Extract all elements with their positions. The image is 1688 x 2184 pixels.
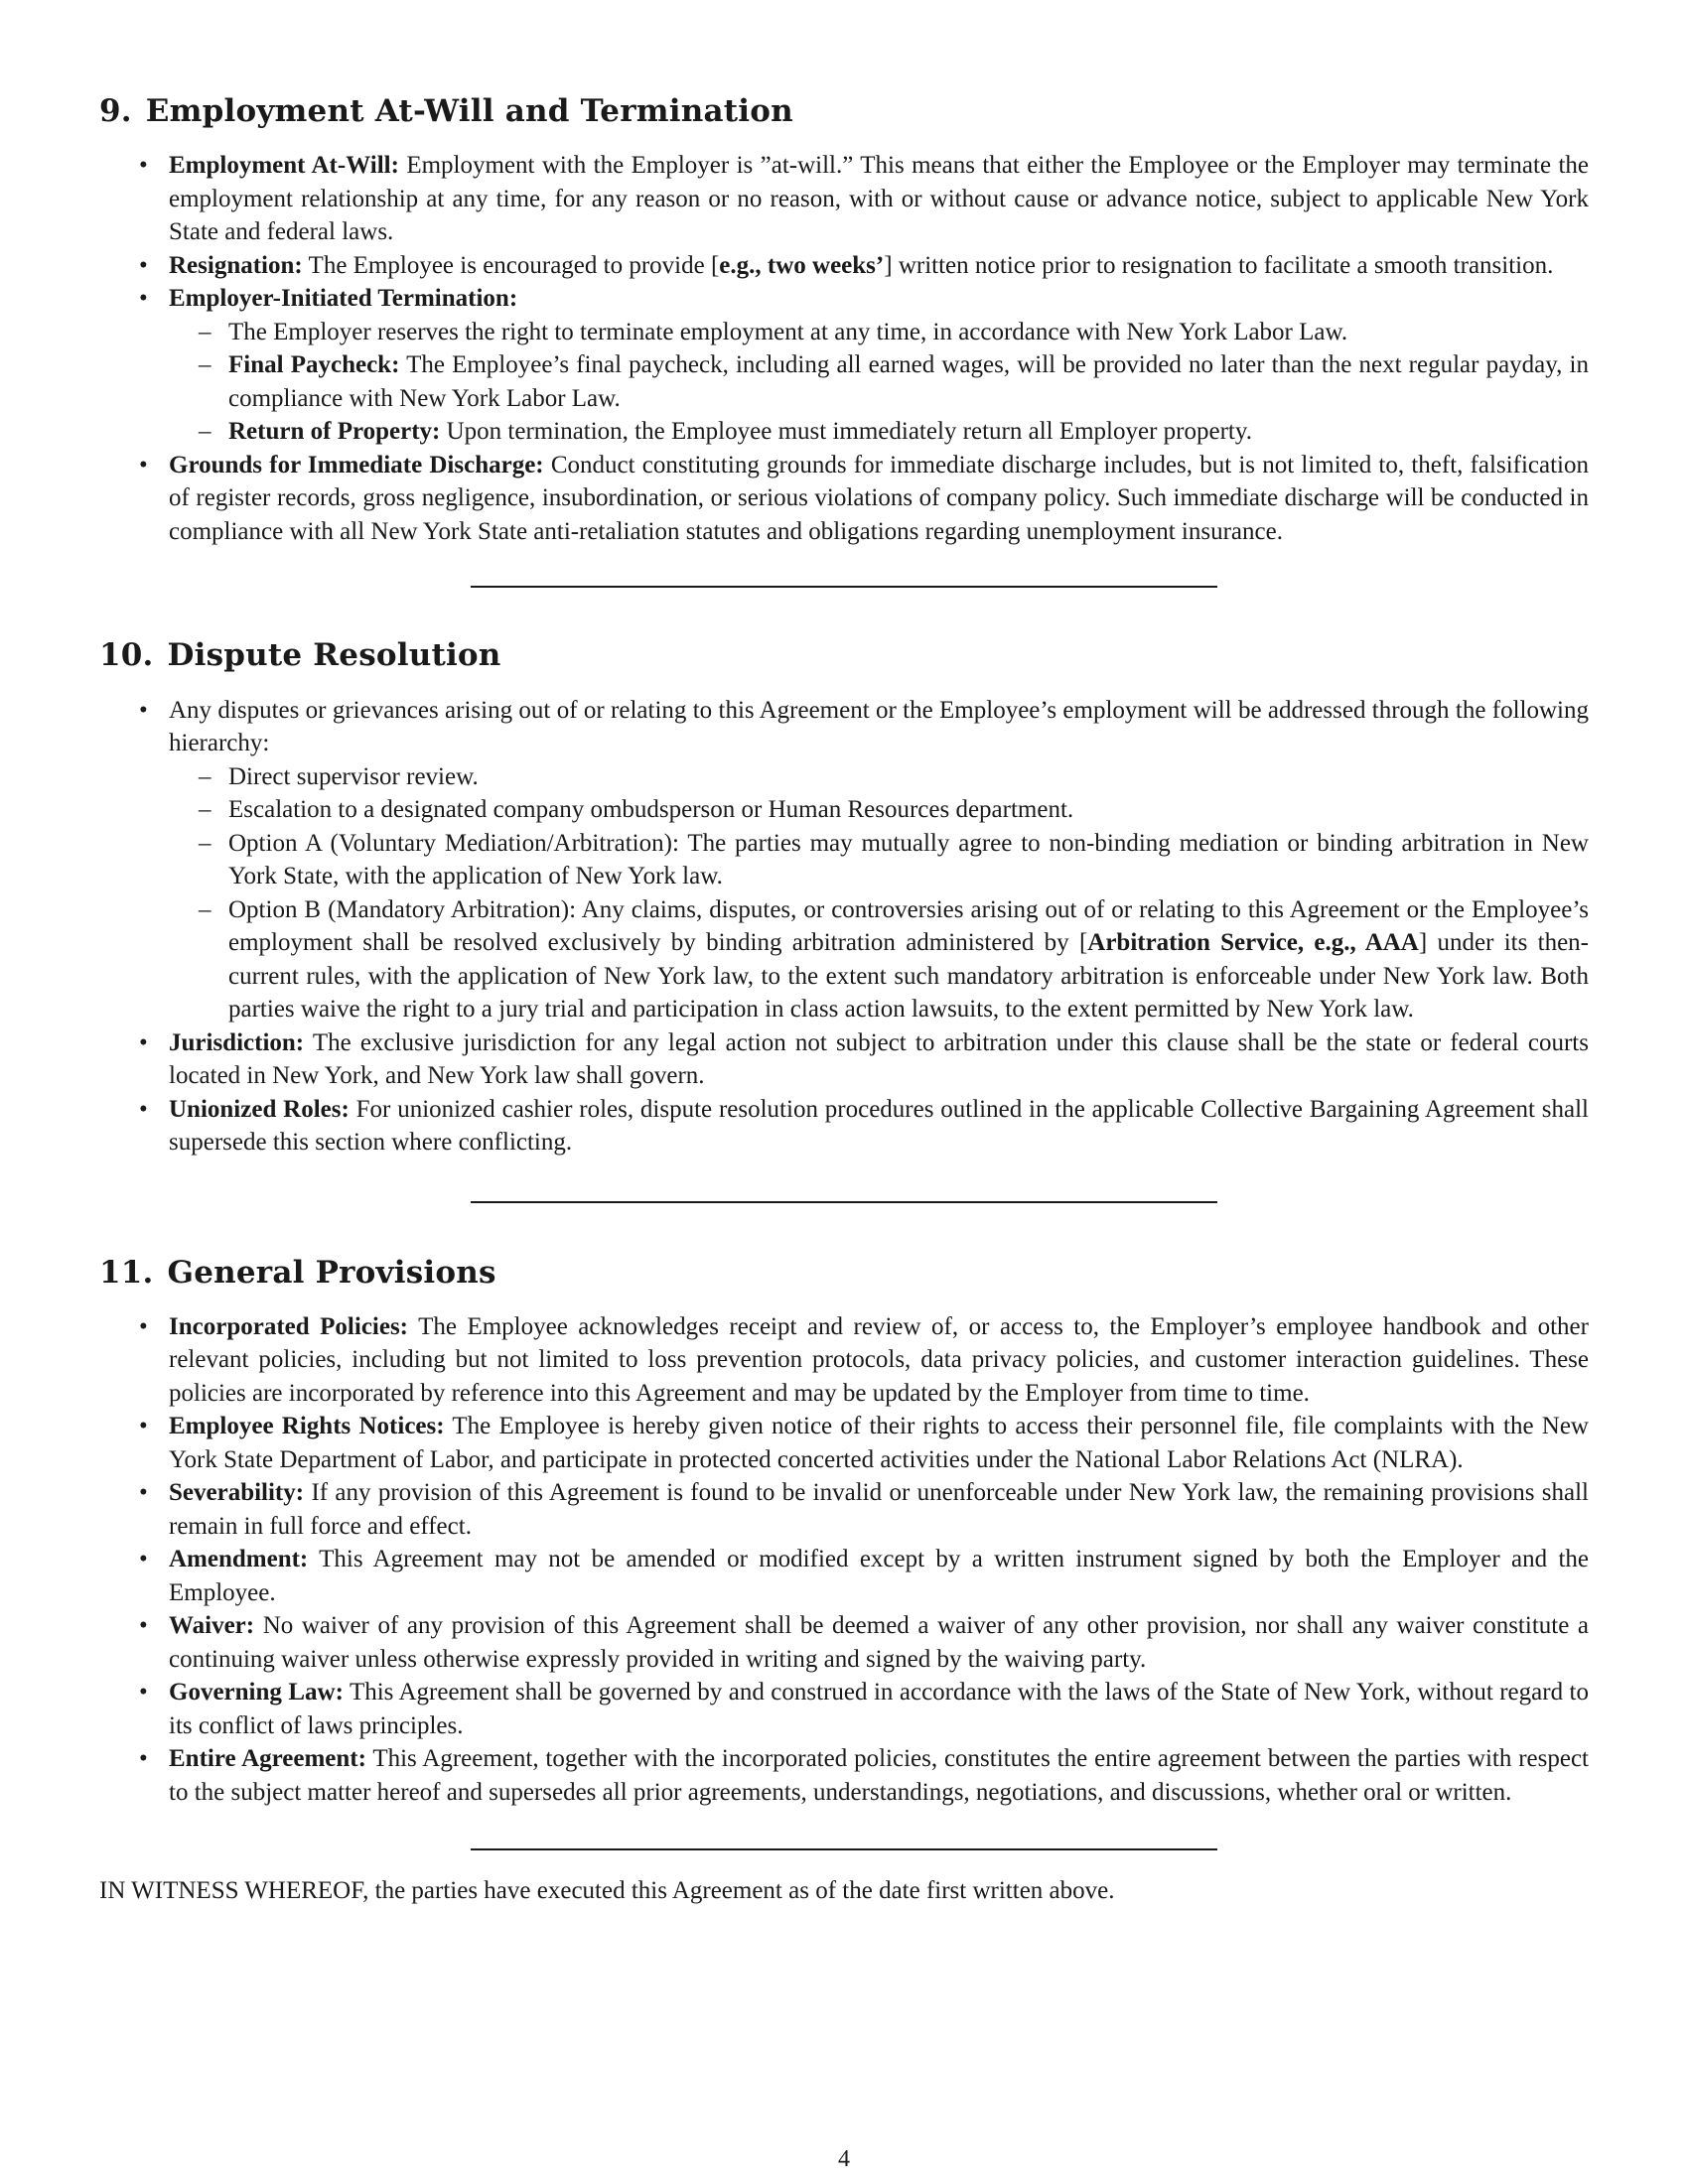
- item-label: Final Paycheck:: [228, 351, 400, 379]
- section-title: Employment At-Will and Termination: [145, 93, 793, 129]
- section-10-heading: [99, 635, 1589, 675]
- sublist-item-return-property: [169, 415, 1589, 449]
- item-text: under its then-current rules, with the application of New York law, to the extent such mandatory arbitration is enforceable under New York law. Both parties waive the right to a jury trial and participation in class action lawsuits, to the extent permitted by New York law.: [228, 929, 1589, 1024]
- item-text: This Agreement may not be amended or modified except by a written instrument signed by both the Employer and the Employee.: [169, 1546, 1589, 1606]
- bracket-open: [: [1078, 929, 1088, 957]
- item-text: Option A (Voluntary Mediation/Arbitration): The parties may mutually agree to non-binding mediation or binding arbitration in New York State, with the application of New York law.: [228, 829, 1589, 890]
- item-text: Employment with the Employer is ”at-will.” This means that either the Employee or the Employer may terminate the employment relationship at any time, for any reason or no reason, with or without cause or advance notice, subject to applicable New York State and federal laws.: [169, 152, 1589, 246]
- placeholder-text: Arbitration Service, e.g., AAA: [1087, 929, 1419, 957]
- list-item-immediate-discharge: [99, 449, 1589, 549]
- item-label: Amendment:: [169, 1546, 309, 1573]
- section-11-list: [99, 1310, 1589, 1810]
- section-9-list: [99, 149, 1589, 548]
- list-item-employer-termination: [99, 282, 1589, 449]
- list-item-governing-law: [99, 1676, 1589, 1742]
- item-text: Any disputes or grievances arising out of or relating to this Agreement or the Employee’s employment will be addressed through the following hierarchy:: [169, 696, 1589, 757]
- item-text: This Agreement shall be governed by and construed in accordance with the laws of the State of New York, without regard to its conflict of laws principles.: [169, 1679, 1589, 1739]
- item-text: No waiver of any provision of this Agreement shall be deemed a waiver of any other provision, nor shall any waiver constitute a continuing waiver unless otherwise expressly provided in writing and signed by the waiving party.: [169, 1612, 1590, 1673]
- section-11: [99, 1253, 1589, 1810]
- item-label: Entire Agreement:: [169, 1745, 366, 1773]
- item-label: Unionized Roles:: [169, 1095, 350, 1123]
- list-item-waiver: [99, 1609, 1589, 1676]
- item-label: Waiver:: [169, 1612, 255, 1640]
- section-9-heading: [99, 91, 1589, 131]
- item-label: Severability:: [169, 1479, 305, 1507]
- section-number: 10.: [99, 637, 154, 674]
- section-number: 9.: [99, 93, 132, 129]
- item-text: Option B (Mandatory Arbitration): Any claims, disputes, or controversies arising out of or relating to this Agreement or the Employee’s employment shall be resolved exclusively by binding arbitration administered by: [228, 895, 1589, 957]
- list-item-severability: [99, 1476, 1589, 1543]
- section-10: [99, 635, 1589, 1159]
- section-title: General Provisions: [167, 1254, 496, 1291]
- list-item-rights-notices: [99, 1410, 1589, 1476]
- sublist-item: [169, 316, 1589, 349]
- sublist-item-final-paycheck: [169, 348, 1589, 415]
- item-label: Jurisdiction:: [169, 1028, 305, 1056]
- item-text: The Employer reserves the right to terminate employment at any time, in accordance with New York Labor Law.: [228, 318, 1348, 345]
- section-10-list: [99, 694, 1589, 1160]
- item-text: The exclusive jurisdiction for any legal action not subject to arbitration under this clause shall be the state or federal courts located in New York, and New York law shall govern.: [169, 1028, 1589, 1090]
- item-text: The Employee is encouraged to provide: [308, 251, 705, 279]
- item-text: If any provision of this Agreement is found to be invalid or unenforceable under New York law, the remaining provisions shall remain in full force and effect.: [169, 1479, 1589, 1540]
- item-label: Governing Law:: [169, 1679, 344, 1706]
- horizontal-divider: [471, 1201, 1217, 1203]
- document-page: [99, 91, 1589, 1908]
- item-text: The Employee is hereby given notice of their rights to access their personnel file, file complaints with the New York State Department of Labor, and participate in protected concerted activities under the National Labor Relations Act (NLRA).: [169, 1413, 1589, 1473]
- sublist-item-option-a: [169, 827, 1589, 893]
- list-item-incorporated-policies: [99, 1310, 1589, 1411]
- list-item-entire-agreement: [99, 1742, 1589, 1809]
- item-text: Direct supervisor review.: [228, 762, 479, 790]
- item-label: Resignation:: [169, 251, 303, 279]
- list-item-jurisdiction: [99, 1026, 1589, 1093]
- horizontal-divider: [471, 586, 1217, 588]
- section-number: 11.: [99, 1254, 154, 1291]
- item-text: Escalation to a designated company ombudsperson or Human Resources department.: [228, 796, 1074, 824]
- list-item-resignation: [99, 249, 1589, 283]
- page-number: 4: [838, 2146, 850, 2172]
- list-item-at-will: [99, 149, 1589, 249]
- item-text: The Employee’s final paycheck, including all earned wages, will be provided no later than the next regular payday, in compliance with New York Labor Law.: [228, 351, 1589, 412]
- item-label: Employment At-Will:: [169, 152, 399, 180]
- item-label: Employee Rights Notices:: [169, 1413, 445, 1440]
- item-text: For unionized cashier roles, dispute resolution procedures outlined in the applicable Collective Bargaining Agreement shall supersede this section where conflicting.: [169, 1095, 1589, 1157]
- item-label: Incorporated Policies:: [169, 1312, 409, 1340]
- item-text: This Agreement, together with the incorporated policies, constitutes the entire agreement between the parties with respect to the subject matter hereof and supersedes all prior agreements, understandings, negotiations, and discussions, whether oral or written.: [169, 1745, 1589, 1806]
- bracket-close: ]: [1418, 929, 1428, 957]
- placeholder-text: e.g., two weeks’: [719, 251, 885, 279]
- item-label: Grounds for Immediate Discharge:: [169, 451, 544, 478]
- list-item-amendment: [99, 1543, 1589, 1609]
- item-text: Conduct constituting grounds for immediate discharge includes, but is not limited to, theft, falsification of register records, gross negligence, insubordination, or serious violations of company policy. Such immediate discharge will be conducted in compliance with all New York State anti-retaliation statutes and obligations regarding unemployment insurance.: [169, 451, 1589, 545]
- bracket-close: ]: [884, 251, 893, 279]
- sublist-item: [169, 760, 1589, 794]
- list-item-hierarchy: [99, 694, 1589, 1026]
- horizontal-divider: [471, 1848, 1217, 1850]
- hierarchy-sublist: [169, 760, 1589, 1026]
- section-11-heading: [99, 1253, 1589, 1293]
- item-text: Upon termination, the Employee must immediately return all Employer property.: [446, 418, 1252, 446]
- section-title: Dispute Resolution: [167, 637, 501, 674]
- item-label: Employer-Initiated Termination:: [169, 285, 518, 313]
- section-9: [99, 91, 1589, 548]
- list-item-unionized-roles: [99, 1093, 1589, 1160]
- bracket-open: [: [710, 251, 720, 279]
- item-text: written notice prior to resignation to facilitate a smooth transition.: [898, 251, 1554, 279]
- sublist-item-option-b: [169, 893, 1589, 1026]
- item-label: Return of Property:: [228, 418, 441, 446]
- termination-sublist: [169, 316, 1589, 449]
- witness-statement: IN WITNESS WHEREOF, the parties have executed this Agreement as of the date first written above.: [99, 1877, 1115, 1905]
- sublist-item: [169, 793, 1589, 827]
- item-text: The Employee acknowledges receipt and review of, or access to, the Employer’s employee handbook and other relevant policies, including but not limited to loss prevention protocols, data privacy policies, and customer interaction guidelines. These policies are incorporated by reference into this Agreement and may be updated by the Employer from time to time.: [169, 1312, 1589, 1407]
